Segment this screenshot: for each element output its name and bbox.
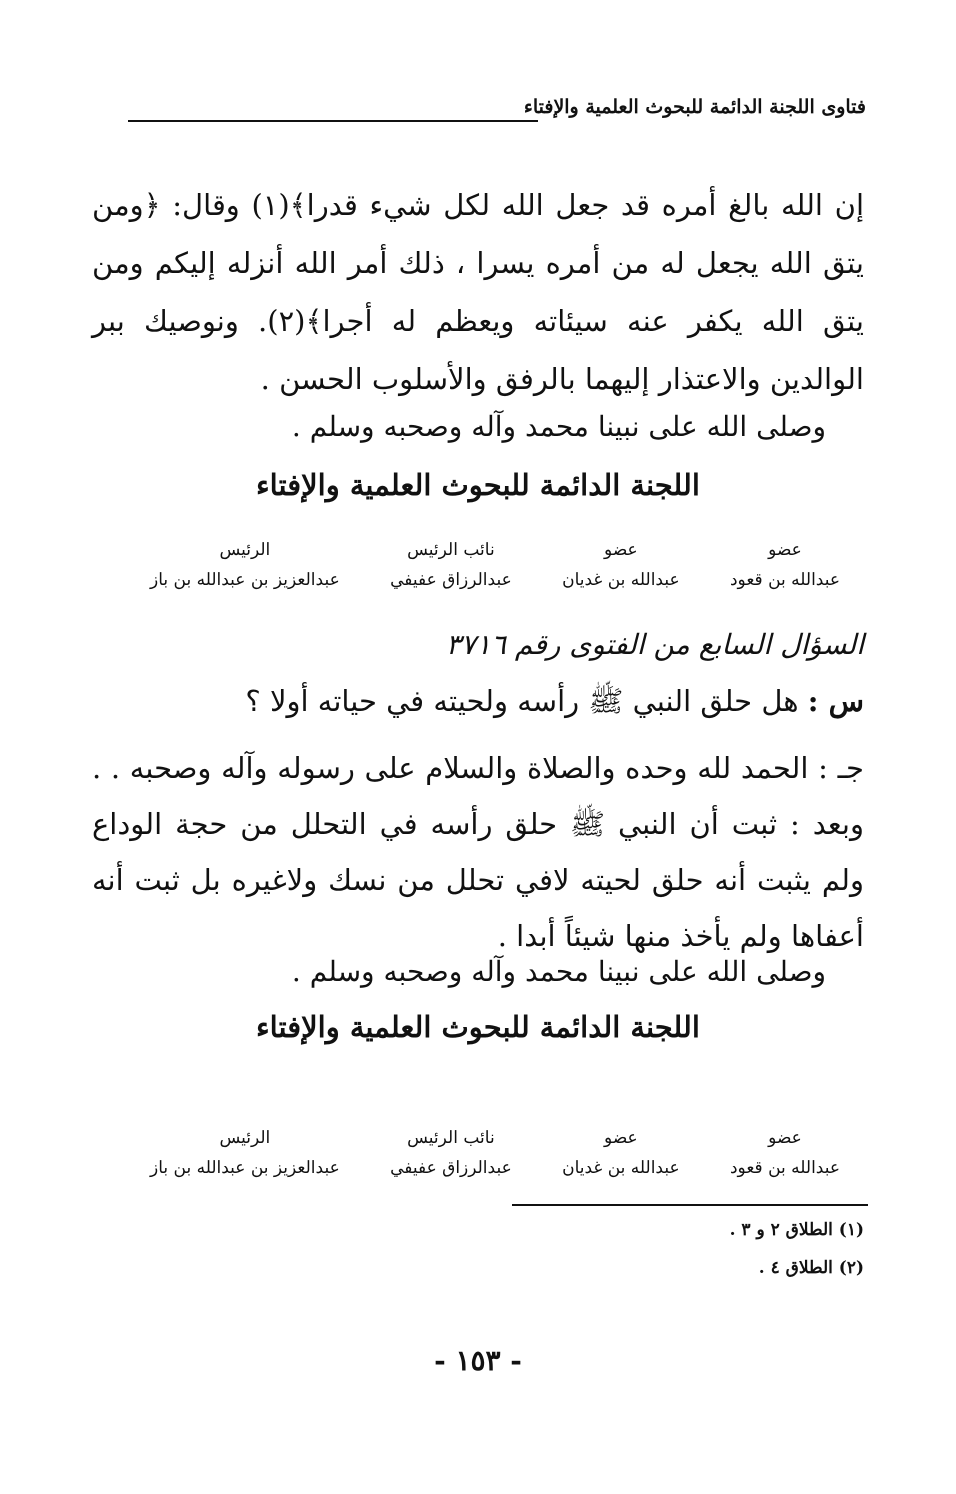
signature-vice-chairman bbox=[390, 1128, 512, 1178]
page-number: - ١٥٣ - bbox=[434, 1344, 522, 1377]
fatwa-paragraph: إن الله بالغ أمره قد جعل الله لكل شيء قدرا﴾(١) وقال: ﴿ومن يتق الله يجعل له من أمره يسرا ، ذلك أمر الله أنزله إليكم ومن يتق الله يكفر عنه سيئاته ويعظم له أجرا﴾(٢). ونوصيك ببر الوالدين والاعتذار إليهما بالرفق والأسلوب الحسن . bbox=[92, 188, 864, 396]
question-title: السؤال السابع من الفتوى رقم ٣٧١٦ bbox=[445, 628, 864, 661]
footnote: (٢) الطلاق ٤ . bbox=[758, 1258, 864, 1278]
question bbox=[245, 684, 864, 726]
signature-role: الرئيس bbox=[219, 1128, 271, 1148]
signature-member-2 bbox=[562, 540, 680, 590]
question-label: س : bbox=[807, 684, 864, 718]
answer-label: جـ : bbox=[818, 751, 864, 785]
signature-role: نائب الرئيس bbox=[407, 540, 495, 560]
signature-chairman bbox=[150, 540, 340, 590]
signature-member-1 bbox=[730, 1128, 840, 1178]
signature-row bbox=[150, 1128, 840, 1178]
answer bbox=[92, 740, 864, 964]
question-text: هل حلق النبي ﷺ رأسه ولحيته في حياته أولا ؟ bbox=[245, 684, 799, 718]
signature-vice-chairman bbox=[390, 540, 512, 590]
signature-role: عضو bbox=[604, 1128, 638, 1148]
signature-role: عضو bbox=[604, 540, 638, 560]
signature-member-2 bbox=[562, 1128, 680, 1178]
closing-prayer: وصلى الله على نبينا محمد وآله وصحبه وسلم . bbox=[291, 410, 826, 443]
committee-name: اللجنة الدائمة للبحوث العلمية والإفتاء bbox=[256, 468, 700, 502]
footnote-rule bbox=[512, 1204, 868, 1206]
header-rule bbox=[128, 120, 538, 122]
signature-name: عبدالعزيز بن عبدالله بن باز bbox=[150, 570, 340, 590]
signature-role: عضو bbox=[768, 1128, 802, 1148]
running-head: فتاوى اللجنة الدائمة للبحوث العلمية والإفتاء bbox=[523, 96, 866, 118]
signature-row bbox=[150, 540, 840, 590]
signature-name: عبدالرزاق عفيفي bbox=[390, 570, 512, 590]
signature-name: عبدالعزيز بن عبدالله بن باز bbox=[150, 1158, 340, 1178]
footnote: (١) الطلاق ٢ و ٣ . bbox=[729, 1220, 864, 1240]
signature-name: عبدالله بن قعود bbox=[729, 570, 840, 590]
signature-role: نائب الرئيس bbox=[407, 1128, 495, 1148]
signature-chairman bbox=[150, 1128, 340, 1178]
signature-name: عبدالله بن قعود bbox=[729, 1158, 840, 1178]
answer-text: الحمد لله وحده والصلاة والسلام على رسوله وآله وصحبه . . وبعد : ثبت أن النبي ﷺ حلق رأسه في التحلل من حجة الوداع ولم يثبت أنه حلق لحيته لافي تحلل من نسك ولاغيره بل ثبت أنه أعفاها ولم يأخذ منها شيئاً أبدا . bbox=[92, 751, 864, 953]
signature-role: الرئيس bbox=[219, 540, 271, 560]
signature-member-1 bbox=[730, 540, 840, 590]
signature-name: عبدالله بن غديان bbox=[562, 570, 680, 590]
signature-role: عضو bbox=[768, 540, 802, 560]
closing-prayer: وصلى الله على نبينا محمد وآله وصحبه وسلم . bbox=[291, 955, 826, 988]
committee-name: اللجنة الدائمة للبحوث العلمية والإفتاء bbox=[256, 1010, 700, 1044]
signature-name: عبدالله بن غديان bbox=[562, 1158, 680, 1178]
signature-name: عبدالرزاق عفيفي bbox=[390, 1158, 512, 1178]
